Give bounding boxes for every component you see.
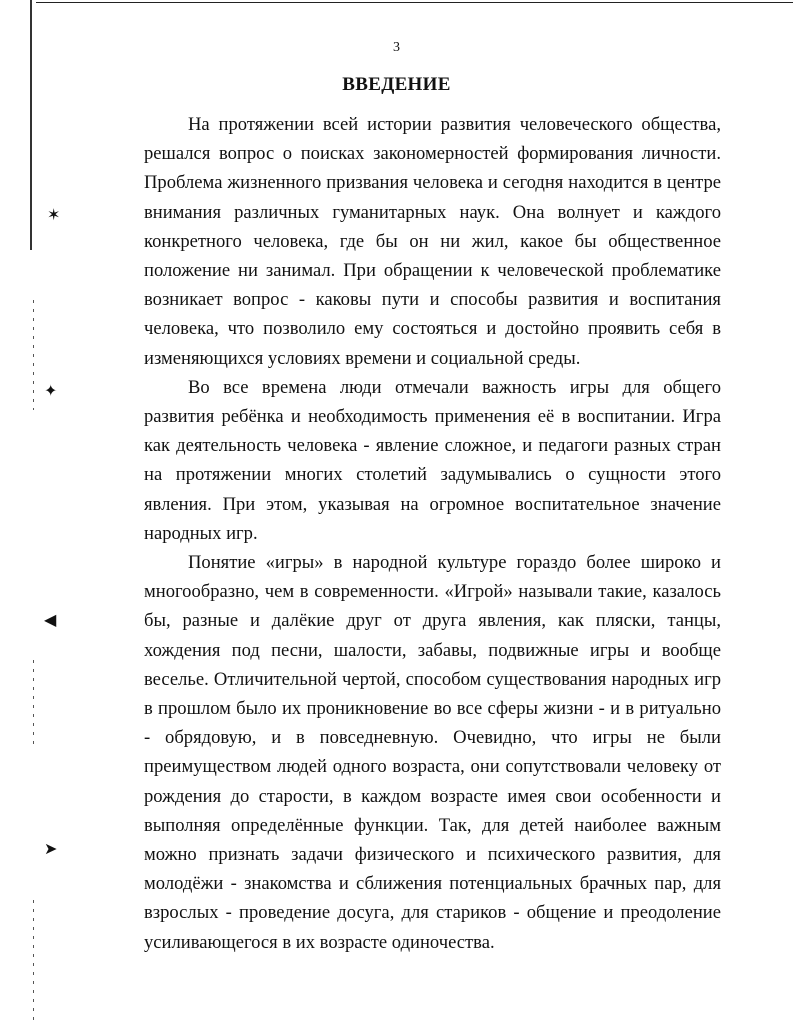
scan-border-top	[36, 2, 793, 3]
scan-artifact-dots	[33, 660, 34, 750]
scan-artifact-dots	[33, 900, 34, 1020]
paragraph-2: Во все времена люди отмечали важность игры для общего развития ребёнка и необходимость применения её в воспитании. Игра как деятельность человека - явление сложное, и педагоги разных стран на протяжении многих столетий задумывались о сущности этого явления. При этом, указывая на огромное воспитательное значение народных игр.	[144, 376, 721, 544]
page-title: ВВЕДЕНИЕ	[342, 74, 451, 95]
scan-border-left	[30, 0, 32, 250]
binding-mark: ✶	[47, 207, 61, 224]
paragraph-3: Понятие «игры» в народной культуре гораздо более широко и многообразно, чем в современности. «Игрой» называли такие, казалось бы, разные и далёкие друг от друга явления, как пляски, танцы, хождения под песни, шалости, забавы, подвижные игры и вообще веселье. Отличительной чертой, способом существования народных игр в прошлом было их проникновение во все сферы жизни - и в ритуально - обрядовую, и в повседневную. Очевидно, что игры не были преимуществом людей одного возраста, они сопутствовали человеку от рождения до старости, в каждом возрасте имея свои особенности и выполняя определённые функции. Так, для детей наиболее важным можно признать задачи физического и психического развития, для молодёжи - знакомства и сближения потенциальных брачных пар, для взрослых - проведение досуга, для стариков - общение и преодоление усиливающегося в их возрасте одиночества.	[144, 552, 721, 953]
binding-mark: ➤	[44, 841, 58, 858]
body-text	[144, 110, 721, 957]
binding-mark: ✦	[44, 383, 58, 400]
binding-mark: ◀	[44, 612, 57, 629]
paragraph-1: На протяжении всей истории развития человеческого общества, решался вопрос о поисках закономерностей формирования личности. Проблема жизненного призвания человека и сегодня находится в центре внимания различных гуманитарных наук. Она волнует и каждого конкретного человека, где бы он ни жил, какое бы общественное положение ни занимал. При обращении к человеческой проблематике возникает вопрос - каковы пути и способы развития и воспитания человека, что позволило ему состояться и достойно проявить себя в изменяющихся условиях времени и социальной среды.	[144, 114, 721, 369]
scan-artifact-dots	[33, 300, 34, 410]
page-number: 3	[393, 40, 400, 55]
